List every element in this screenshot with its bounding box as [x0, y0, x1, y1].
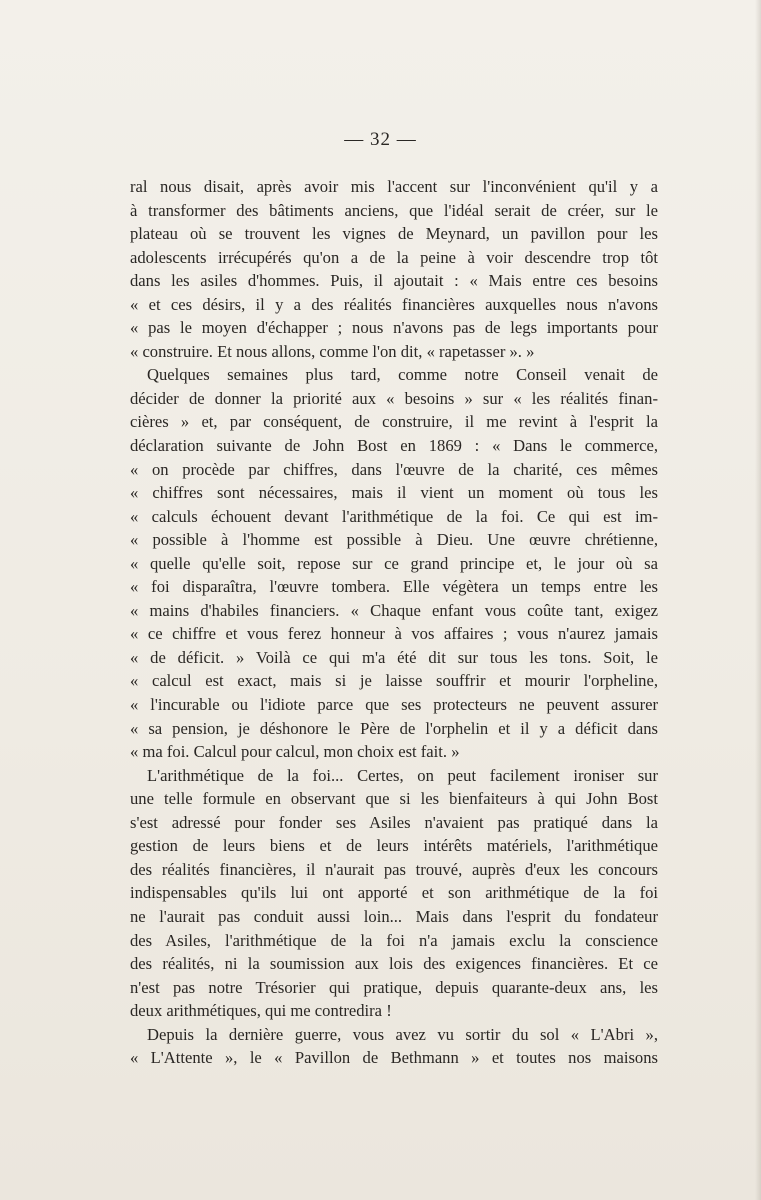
text-line: cières » et, par conséquent, de construire, il me revint à l'esprit la — [130, 412, 658, 432]
text-line: « L'Attente », le « Pavillon de Bethmann » et toutes nos maisons — [130, 1048, 658, 1068]
text-line: des réalités, ni la soumission aux lois des exigences financières. Et ce — [130, 954, 658, 974]
text-line: ne l'aurait pas conduit aussi loin... Mais dans l'esprit du fondateur — [130, 906, 658, 926]
page-edge-shadow — [755, 0, 761, 1200]
text-line: ral nous disait, après avoir mis l'accent sur l'inconvénient qu'il y a — [130, 177, 658, 196]
text-line: décider de donner la priorité aux « besoins » sur « les réalités finan- — [130, 388, 658, 408]
text-line: plateau où se trouvent les vignes de Meynard, un pavillon pour les — [130, 224, 658, 244]
text-line: « chiffres sont nécessaires, mais il vient un moment où tous les — [130, 483, 658, 503]
page-number: — 32 — — [344, 129, 417, 150]
text-line: adolescents irrécupérés qu'on a de la peine à voir descendre trop tôt — [130, 247, 658, 267]
text-line: « de déficit. » Voilà ce qui m'a été dit sur tous les tons. Soit, le — [130, 647, 658, 667]
text-line: « possible à l'homme est possible à Dieu. Une œuvre chrétienne, — [130, 530, 658, 550]
text-line: « pas le moyen d'échapper ; nous n'avons pas de legs importants pour — [130, 318, 658, 338]
text-line: « construire. Et nous allons, comme l'on dit, « rapetasser ». » — [130, 341, 535, 361]
text-line: des Asiles, l'arithmétique de la foi n'a jamais exclu la conscience — [130, 930, 658, 950]
text-line: deux arithmétiques, qui me contredira ! — [130, 1001, 392, 1021]
text-line: « mains d'habiles financiers. « Chaque enfant vous coûte tant, exigez — [130, 600, 658, 620]
text-line: « l'incurable ou l'idiote parce que ses protecteurs ne peuvent assurer — [130, 695, 658, 715]
text-line: L'arithmétique de la foi... Certes, on peut facilement ironiser sur — [147, 765, 658, 785]
text-line: gestion de leurs biens et de leurs intérêts matériels, l'arithmétique — [130, 836, 658, 856]
text-line: « quelle qu'elle soit, repose sur ce grand principe et, le jour où sa — [130, 553, 658, 573]
text-line: « foi disparaîtra, l'œuvre tombera. Elle végètera un temps entre les — [130, 577, 658, 597]
text-line: « et ces désirs, il y a des réalités financières auxquelles nous n'avons — [130, 294, 658, 314]
text-line: dans les asiles d'hommes. Puis, il ajoutait : « Mais entre ces besoins — [130, 271, 658, 291]
text-line: indispensables qu'ils lui ont apporté et son arithmétique de la foi — [130, 883, 658, 903]
text-line: « calculs échouent devant l'arithmétique de la foi. Ce qui est im- — [130, 506, 658, 526]
text-line: une telle formule en observant que si les bienfaiteurs à qui John Bost — [130, 789, 658, 809]
text-line: des réalités financières, il n'aurait pas trouvé, auprès d'eux les concours — [130, 859, 658, 879]
text-line: « sa pension, je déshonore le Père de l'orphelin et il y a déficit dans — [130, 718, 658, 738]
text-line: Quelques semaines plus tard, comme notre Conseil venait de — [147, 365, 658, 385]
text-line: « calcul est exact, mais si je laisse souffrir et mourir l'orpheline, — [130, 671, 658, 691]
body-text — [130, 175, 658, 1070]
text-line: s'est adressé pour fonder ses Asiles n'avaient pas pratiqué dans la — [130, 812, 658, 832]
text-line: n'est pas notre Trésorier qui pratique, depuis quarante-deux ans, les — [130, 977, 658, 997]
text-line: « ma foi. Calcul pour calcul, mon choix est fait. » — [130, 742, 460, 762]
text-line: à transformer des bâtiments anciens, que l'idéal serait de créer, sur le — [130, 200, 658, 220]
text-line: « on procède par chiffres, dans l'œuvre de la charité, ces mêmes — [130, 459, 658, 479]
text-line: Depuis la dernière guerre, vous avez vu sortir du sol « L'Abri », — [147, 1024, 658, 1044]
text-line: « ce chiffre et vous ferez honneur à vos affaires ; vous n'aurez jamais — [130, 624, 658, 644]
text-line: déclaration suivante de John Bost en 1869 : « Dans le commerce, — [130, 436, 658, 456]
